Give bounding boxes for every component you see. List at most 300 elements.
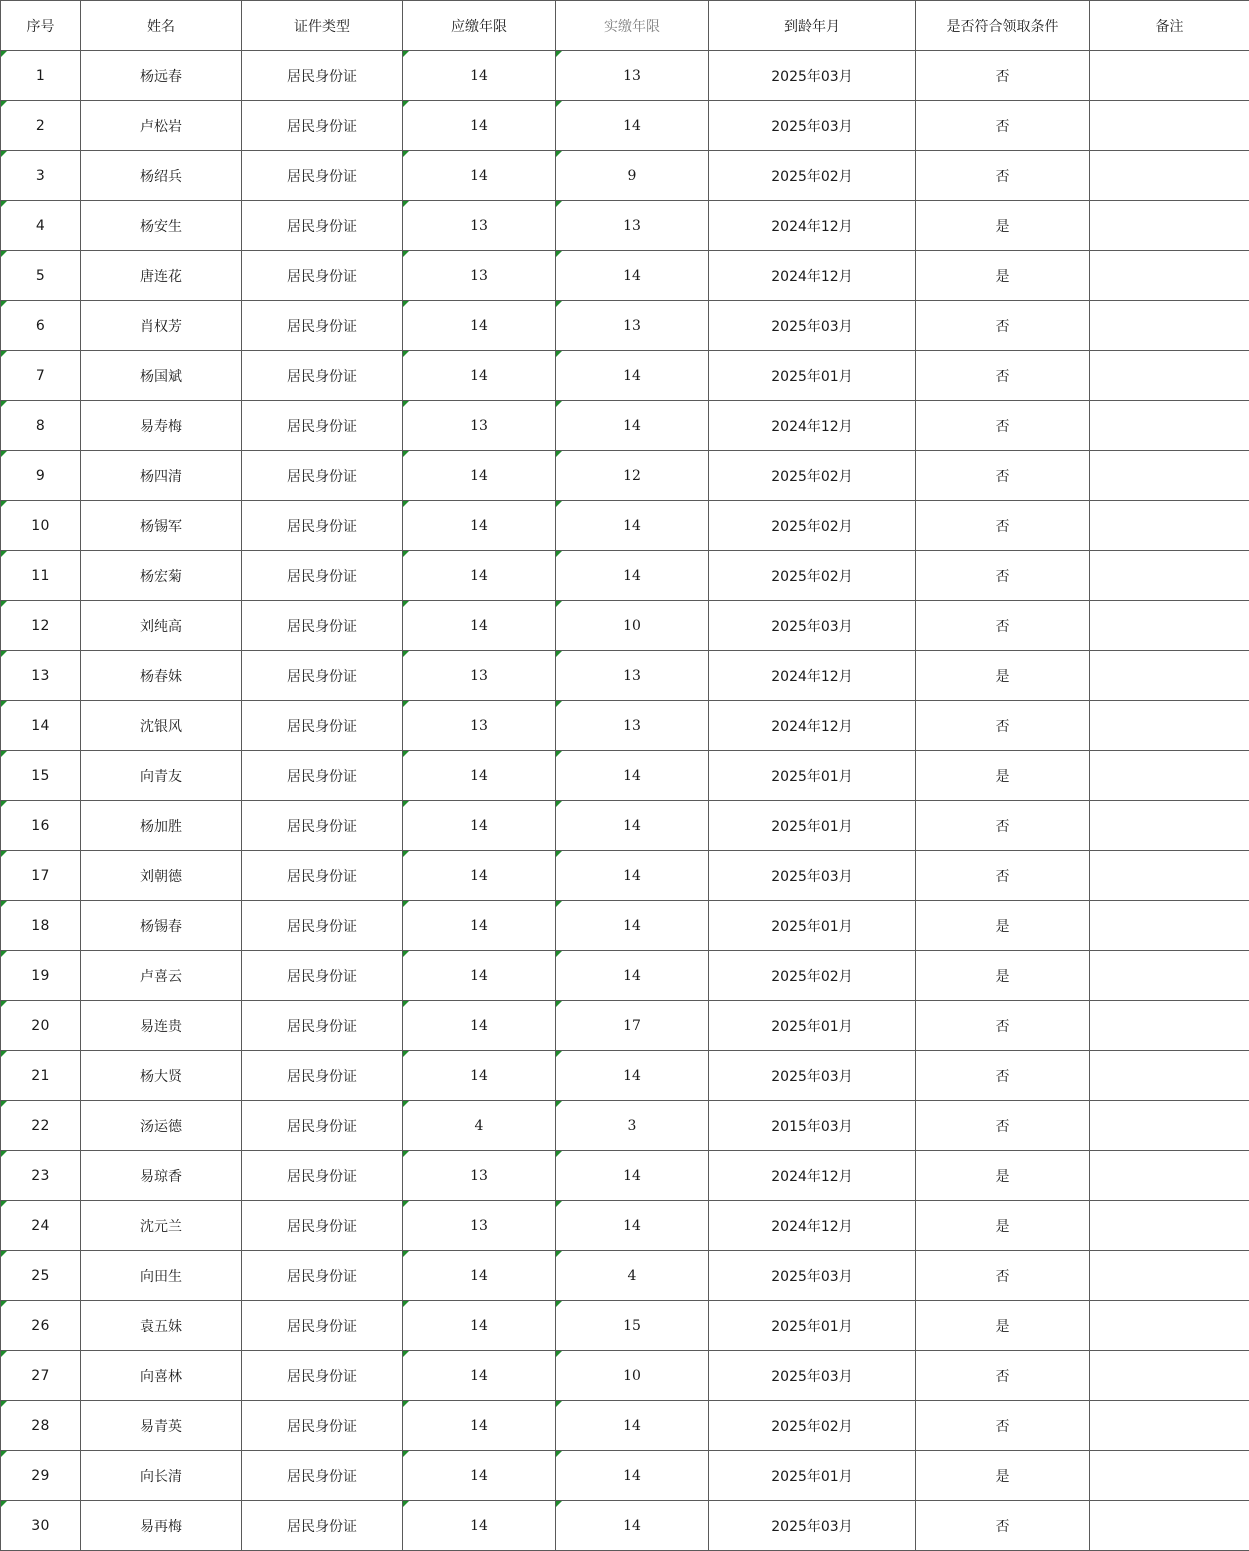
cell-due-month[interactable]: [709, 51, 916, 101]
cell-required-years[interactable]: [403, 1001, 556, 1051]
cell-paid-years[interactable]: [556, 601, 709, 651]
cell-due-month[interactable]: [709, 251, 916, 301]
cell-name[interactable]: [81, 1351, 242, 1401]
cell-eligible-text: 是: [995, 268, 1010, 285]
table-row: [1, 1301, 1249, 1351]
cell-name[interactable]: [81, 1101, 242, 1151]
cell-remark[interactable]: [1090, 901, 1249, 951]
cell-due-month[interactable]: [709, 1301, 916, 1351]
cell-remark[interactable]: [1090, 401, 1249, 451]
cell-id-type[interactable]: [242, 401, 403, 451]
cell-due-month[interactable]: [709, 901, 916, 951]
cell-seq[interactable]: [1, 601, 81, 651]
header-eligible[interactable]: 是否符合领取条件: [916, 1, 1090, 51]
cell-required-years[interactable]: [403, 551, 556, 601]
cell-due-month[interactable]: [709, 151, 916, 201]
cell-required-years[interactable]: [403, 301, 556, 351]
cell-seq-text: 27: [31, 1367, 50, 1384]
cell-required-years[interactable]: [403, 1401, 556, 1451]
cell-paid-years[interactable]: [556, 51, 709, 101]
cell-required-years[interactable]: [403, 1151, 556, 1201]
cell-remark[interactable]: [1090, 651, 1249, 701]
header-due-month[interactable]: 到龄年月: [709, 1, 916, 51]
header-name[interactable]: 姓名: [81, 1, 242, 51]
cell-name[interactable]: [81, 1501, 242, 1551]
cell-due-month-text: 2024年12月: [771, 718, 853, 735]
cell-remark[interactable]: [1090, 1451, 1249, 1501]
cell-seq[interactable]: [1, 201, 81, 251]
cell-eligible[interactable]: [916, 801, 1090, 851]
cell-eligible[interactable]: [916, 451, 1090, 501]
cell-paid-years[interactable]: [556, 101, 709, 151]
cell-seq[interactable]: [1, 1201, 81, 1251]
cell-paid-years[interactable]: [556, 1351, 709, 1401]
cell-eligible[interactable]: [916, 1401, 1090, 1451]
cell-eligible[interactable]: [916, 1201, 1090, 1251]
cell-name-text: 杨加胜: [140, 818, 182, 835]
error-indicator-icon: [1, 1501, 7, 1507]
cell-paid-years[interactable]: [556, 901, 709, 951]
cell-remark[interactable]: [1090, 951, 1249, 1001]
cell-eligible-text: 否: [995, 868, 1010, 885]
cell-eligible[interactable]: [916, 351, 1090, 401]
cell-eligible[interactable]: [916, 1501, 1090, 1551]
cell-name[interactable]: [81, 251, 242, 301]
cell-remark[interactable]: [1090, 151, 1249, 201]
cell-id-type-text: 居民身份证: [287, 1318, 357, 1335]
cell-paid-years[interactable]: [556, 201, 709, 251]
header-row: [1, 1, 1249, 51]
cell-remark[interactable]: [1090, 1001, 1249, 1051]
cell-paid-years[interactable]: [556, 151, 709, 201]
cell-due-month[interactable]: [709, 1101, 916, 1151]
cell-remark[interactable]: [1090, 201, 1249, 251]
cell-required-years-text: 14: [470, 167, 488, 184]
cell-name[interactable]: [81, 151, 242, 201]
cell-paid-years[interactable]: [556, 701, 709, 751]
cell-seq[interactable]: [1, 101, 81, 151]
cell-id-type[interactable]: [242, 151, 403, 201]
cell-remark[interactable]: [1090, 1401, 1249, 1451]
cell-eligible[interactable]: [916, 301, 1090, 351]
cell-id-type[interactable]: [242, 351, 403, 401]
cell-remark[interactable]: [1090, 1351, 1249, 1401]
cell-name[interactable]: [81, 501, 242, 551]
cell-paid-years[interactable]: [556, 1051, 709, 1101]
cell-due-month[interactable]: [709, 1251, 916, 1301]
cell-due-month[interactable]: [709, 1501, 916, 1551]
cell-seq[interactable]: [1, 1151, 81, 1201]
cell-paid-years[interactable]: [556, 851, 709, 901]
cell-required-years[interactable]: [403, 401, 556, 451]
error-indicator-icon: [1, 751, 7, 757]
cell-name[interactable]: [81, 1301, 242, 1351]
cell-due-month[interactable]: [709, 1001, 916, 1051]
cell-seq[interactable]: [1, 1401, 81, 1451]
cell-paid-years[interactable]: [556, 351, 709, 401]
cell-seq[interactable]: [1, 1501, 81, 1551]
cell-eligible[interactable]: [916, 1251, 1090, 1301]
cell-required-years[interactable]: [403, 251, 556, 301]
cell-name[interactable]: [81, 51, 242, 101]
cell-required-years[interactable]: [403, 751, 556, 801]
cell-remark[interactable]: [1090, 1051, 1249, 1101]
cell-name[interactable]: [81, 201, 242, 251]
cell-seq[interactable]: [1, 1451, 81, 1501]
cell-paid-years[interactable]: [556, 251, 709, 301]
cell-id-type-text: 居民身份证: [287, 1268, 357, 1285]
cell-required-years-text: 14: [470, 867, 488, 884]
cell-paid-years[interactable]: [556, 551, 709, 601]
table-row: [1, 201, 1249, 251]
cell-paid-years-text: 10: [623, 1367, 641, 1384]
cell-name[interactable]: [81, 801, 242, 851]
cell-seq[interactable]: [1, 801, 81, 851]
cell-remark[interactable]: [1090, 51, 1249, 101]
cell-remark[interactable]: [1090, 601, 1249, 651]
cell-id-type[interactable]: [242, 901, 403, 951]
cell-eligible[interactable]: [916, 1451, 1090, 1501]
cell-paid-years[interactable]: [556, 1201, 709, 1251]
header-seq[interactable]: 序号: [1, 1, 81, 51]
cell-remark[interactable]: [1090, 701, 1249, 751]
cell-seq[interactable]: [1, 1001, 81, 1051]
cell-seq[interactable]: [1, 1251, 81, 1301]
cell-due-month[interactable]: [709, 301, 916, 351]
cell-due-month-text: 2025年01月: [771, 368, 853, 385]
cell-eligible-text: 是: [995, 218, 1010, 235]
error-indicator-icon: [556, 1251, 562, 1257]
cell-seq[interactable]: [1, 251, 81, 301]
cell-id-type[interactable]: [242, 1251, 403, 1301]
error-indicator-icon: [1, 1251, 7, 1257]
cell-paid-years[interactable]: [556, 651, 709, 701]
cell-seq[interactable]: [1, 551, 81, 601]
error-indicator-icon: [556, 601, 562, 607]
cell-due-month[interactable]: [709, 501, 916, 551]
cell-name[interactable]: [81, 551, 242, 601]
cell-remark[interactable]: [1090, 1301, 1249, 1351]
cell-seq[interactable]: [1, 851, 81, 901]
cell-eligible[interactable]: [916, 601, 1090, 651]
cell-required-years[interactable]: [403, 801, 556, 851]
cell-name[interactable]: [81, 951, 242, 1001]
cell-due-month[interactable]: [709, 1401, 916, 1451]
error-indicator-icon: [403, 1001, 409, 1007]
cell-eligible[interactable]: [916, 1001, 1090, 1051]
cell-remark[interactable]: [1090, 1151, 1249, 1201]
cell-id-type[interactable]: [242, 101, 403, 151]
cell-seq[interactable]: [1, 351, 81, 401]
cell-name-text: 杨四清: [140, 468, 182, 485]
cell-due-month[interactable]: [709, 351, 916, 401]
cell-remark[interactable]: [1090, 751, 1249, 801]
cell-due-month[interactable]: [709, 201, 916, 251]
cell-id-type[interactable]: [242, 51, 403, 101]
cell-required-years[interactable]: [403, 701, 556, 751]
cell-paid-years[interactable]: [556, 301, 709, 351]
cell-name[interactable]: [81, 851, 242, 901]
cell-id-type[interactable]: [242, 501, 403, 551]
cell-id-type[interactable]: [242, 801, 403, 851]
cell-eligible[interactable]: [916, 101, 1090, 151]
cell-required-years[interactable]: [403, 1051, 556, 1101]
cell-required-years[interactable]: [403, 1501, 556, 1551]
table-row: [1, 1101, 1249, 1151]
cell-seq[interactable]: [1, 951, 81, 1001]
header-remark[interactable]: 备注: [1090, 1, 1249, 51]
table-row: [1, 51, 1249, 101]
cell-id-type[interactable]: [242, 1501, 403, 1551]
cell-id-type[interactable]: [242, 1351, 403, 1401]
cell-paid-years[interactable]: [556, 1501, 709, 1551]
cell-seq[interactable]: [1, 151, 81, 201]
cell-eligible-text: 否: [995, 1118, 1010, 1135]
cell-required-years[interactable]: [403, 101, 556, 151]
cell-id-type[interactable]: [242, 851, 403, 901]
cell-eligible[interactable]: [916, 1301, 1090, 1351]
cell-paid-years[interactable]: [556, 1151, 709, 1201]
cell-name[interactable]: [81, 1151, 242, 1201]
cell-remark[interactable]: [1090, 1201, 1249, 1251]
cell-name[interactable]: [81, 351, 242, 401]
cell-id-type[interactable]: [242, 1001, 403, 1051]
cell-name[interactable]: [81, 1001, 242, 1051]
cell-remark[interactable]: [1090, 851, 1249, 901]
cell-paid-years[interactable]: [556, 801, 709, 851]
cell-seq[interactable]: [1, 1051, 81, 1101]
error-indicator-icon: [403, 501, 409, 507]
cell-id-type[interactable]: [242, 1401, 403, 1451]
cell-id-type[interactable]: [242, 1101, 403, 1151]
cell-seq-text: 24: [31, 1217, 50, 1234]
cell-seq[interactable]: [1, 751, 81, 801]
cell-eligible[interactable]: [916, 151, 1090, 201]
cell-name[interactable]: [81, 651, 242, 701]
cell-remark[interactable]: [1090, 1101, 1249, 1151]
cell-paid-years[interactable]: [556, 1301, 709, 1351]
cell-due-month[interactable]: [709, 951, 916, 1001]
cell-eligible[interactable]: [916, 1151, 1090, 1201]
cell-id-type[interactable]: [242, 601, 403, 651]
cell-seq[interactable]: [1, 1301, 81, 1351]
cell-remark[interactable]: [1090, 251, 1249, 301]
cell-remark[interactable]: [1090, 301, 1249, 351]
cell-paid-years[interactable]: [556, 1451, 709, 1501]
cell-due-month[interactable]: [709, 801, 916, 851]
cell-due-month[interactable]: [709, 651, 916, 701]
cell-id-type-text: 居民身份证: [287, 1118, 357, 1135]
cell-due-month[interactable]: [709, 1351, 916, 1401]
cell-eligible[interactable]: [916, 1051, 1090, 1101]
cell-paid-years[interactable]: [556, 751, 709, 801]
cell-required-years-text: 4: [474, 1117, 484, 1134]
cell-due-month[interactable]: [709, 751, 916, 801]
header-required-years[interactable]: 应缴年限: [403, 1, 556, 51]
cell-name[interactable]: [81, 751, 242, 801]
cell-required-years[interactable]: [403, 951, 556, 1001]
cell-due-month[interactable]: [709, 1151, 916, 1201]
cell-paid-years[interactable]: [556, 1101, 709, 1151]
cell-due-month[interactable]: [709, 1451, 916, 1501]
cell-eligible-text: 是: [995, 668, 1010, 685]
cell-eligible[interactable]: [916, 701, 1090, 751]
cell-remark[interactable]: [1090, 801, 1249, 851]
cell-due-month[interactable]: [709, 401, 916, 451]
cell-required-years[interactable]: [403, 1251, 556, 1301]
cell-name[interactable]: [81, 1051, 242, 1101]
cell-eligible[interactable]: [916, 201, 1090, 251]
cell-seq[interactable]: [1, 701, 81, 751]
cell-eligible[interactable]: [916, 851, 1090, 901]
cell-required-years-text: 14: [470, 67, 488, 84]
cell-eligible[interactable]: [916, 951, 1090, 1001]
cell-paid-years-text: 10: [623, 617, 641, 634]
cell-due-month[interactable]: [709, 851, 916, 901]
cell-required-years[interactable]: [403, 151, 556, 201]
cell-due-month[interactable]: [709, 601, 916, 651]
cell-id-type[interactable]: [242, 201, 403, 251]
cell-id-type[interactable]: [242, 951, 403, 1001]
cell-id-type[interactable]: [242, 551, 403, 601]
cell-name[interactable]: [81, 601, 242, 651]
header-id-type[interactable]: 证件类型: [242, 1, 403, 51]
cell-id-type[interactable]: [242, 251, 403, 301]
cell-paid-years[interactable]: [556, 451, 709, 501]
cell-name[interactable]: [81, 401, 242, 451]
cell-seq[interactable]: [1, 51, 81, 101]
cell-required-years[interactable]: [403, 351, 556, 401]
cell-eligible-text: 否: [995, 568, 1010, 585]
cell-required-years[interactable]: [403, 451, 556, 501]
cell-seq[interactable]: [1, 301, 81, 351]
cell-required-years[interactable]: [403, 851, 556, 901]
cell-id-type[interactable]: [242, 751, 403, 801]
cell-seq[interactable]: [1, 501, 81, 551]
cell-id-type[interactable]: [242, 1301, 403, 1351]
cell-eligible[interactable]: [916, 1101, 1090, 1151]
cell-id-type-text: 居民身份证: [287, 368, 357, 385]
cell-eligible-text: 否: [995, 1018, 1010, 1035]
cell-id-type-text: 居民身份证: [287, 218, 357, 235]
cell-required-years[interactable]: [403, 1451, 556, 1501]
cell-required-years-text: 14: [470, 367, 488, 384]
cell-required-years[interactable]: [403, 1201, 556, 1251]
error-indicator-icon: [556, 301, 562, 307]
cell-required-years[interactable]: [403, 1351, 556, 1401]
cell-eligible[interactable]: [916, 51, 1090, 101]
cell-name-text: 肖权芳: [140, 318, 182, 335]
cell-required-years[interactable]: [403, 601, 556, 651]
cell-required-years[interactable]: [403, 201, 556, 251]
cell-eligible[interactable]: [916, 651, 1090, 701]
cell-id-type[interactable]: [242, 451, 403, 501]
cell-seq[interactable]: [1, 1101, 81, 1151]
cell-remark[interactable]: [1090, 351, 1249, 401]
error-indicator-icon: [556, 1001, 562, 1007]
cell-paid-years[interactable]: [556, 1001, 709, 1051]
cell-paid-years[interactable]: [556, 1401, 709, 1451]
cell-eligible[interactable]: [916, 751, 1090, 801]
cell-remark[interactable]: [1090, 501, 1249, 551]
cell-name[interactable]: [81, 451, 242, 501]
cell-eligible[interactable]: [916, 1351, 1090, 1401]
cell-seq-text: 22: [31, 1117, 50, 1134]
cell-paid-years[interactable]: [556, 501, 709, 551]
cell-paid-years[interactable]: [556, 1251, 709, 1301]
cell-id-type[interactable]: [242, 651, 403, 701]
cell-eligible[interactable]: [916, 401, 1090, 451]
cell-remark[interactable]: [1090, 551, 1249, 601]
cell-paid-years[interactable]: [556, 401, 709, 451]
cell-remark[interactable]: [1090, 1501, 1249, 1551]
cell-id-type[interactable]: [242, 701, 403, 751]
cell-eligible[interactable]: [916, 901, 1090, 951]
cell-name[interactable]: [81, 101, 242, 151]
cell-due-month[interactable]: [709, 1201, 916, 1251]
cell-due-month-text: 2025年03月: [771, 1268, 853, 1285]
cell-due-month[interactable]: [709, 101, 916, 151]
cell-seq[interactable]: [1, 651, 81, 701]
error-indicator-icon: [403, 1101, 409, 1107]
cell-required-years[interactable]: [403, 901, 556, 951]
cell-due-month[interactable]: [709, 701, 916, 751]
header-paid-years[interactable]: 实缴年限: [556, 1, 709, 51]
cell-name-text: 杨锡春: [140, 918, 182, 935]
cell-name[interactable]: [81, 1251, 242, 1301]
cell-name[interactable]: [81, 701, 242, 751]
cell-eligible[interactable]: [916, 501, 1090, 551]
error-indicator-icon: [556, 1451, 562, 1457]
cell-name[interactable]: [81, 1451, 242, 1501]
cell-due-month[interactable]: [709, 551, 916, 601]
cell-remark[interactable]: [1090, 101, 1249, 151]
cell-id-type[interactable]: [242, 1051, 403, 1101]
cell-id-type[interactable]: [242, 1201, 403, 1251]
cell-name[interactable]: [81, 901, 242, 951]
cell-remark[interactable]: [1090, 1251, 1249, 1301]
cell-due-month[interactable]: [709, 1051, 916, 1101]
cell-id-type[interactable]: [242, 1451, 403, 1501]
cell-seq[interactable]: [1, 401, 81, 451]
cell-id-type[interactable]: [242, 1151, 403, 1201]
cell-paid-years-text: 13: [623, 67, 641, 84]
table-row: [1, 1451, 1249, 1501]
cell-seq[interactable]: [1, 1351, 81, 1401]
cell-id-type-text: 居民身份证: [287, 1168, 357, 1185]
error-indicator-icon: [556, 201, 562, 207]
cell-required-years[interactable]: [403, 1101, 556, 1151]
cell-eligible[interactable]: [916, 251, 1090, 301]
error-indicator-icon: [556, 1501, 562, 1507]
cell-name[interactable]: [81, 301, 242, 351]
cell-paid-years[interactable]: [556, 951, 709, 1001]
cell-name[interactable]: [81, 1201, 242, 1251]
cell-remark[interactable]: [1090, 451, 1249, 501]
cell-required-years[interactable]: [403, 651, 556, 701]
cell-due-month-text: 2025年03月: [771, 618, 853, 635]
cell-seq[interactable]: [1, 901, 81, 951]
cell-required-years[interactable]: [403, 501, 556, 551]
table-row: [1, 1151, 1249, 1201]
cell-name[interactable]: [81, 1401, 242, 1451]
cell-id-type[interactable]: [242, 301, 403, 351]
cell-required-years[interactable]: [403, 51, 556, 101]
cell-seq[interactable]: [1, 451, 81, 501]
cell-due-month[interactable]: [709, 451, 916, 501]
cell-eligible[interactable]: [916, 551, 1090, 601]
cell-required-years[interactable]: [403, 1301, 556, 1351]
